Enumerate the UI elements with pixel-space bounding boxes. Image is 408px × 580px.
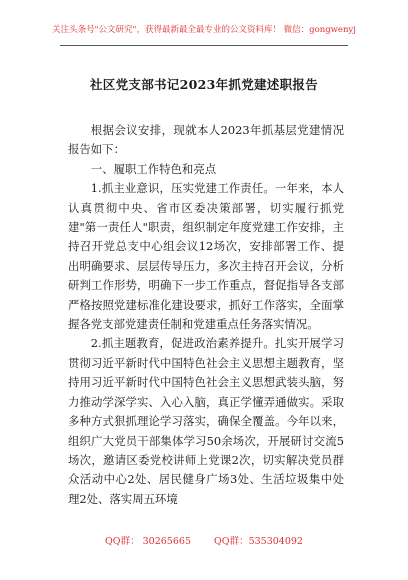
footer bbox=[0, 533, 408, 547]
intro-paragraph: 根据会议安排，现就本人2023年抓基层党建情况报告如下： bbox=[68, 123, 344, 157]
body-paragraph: 2.抓主题教育，促进政治素养提升。扎实开展学习贯彻习近平新时代中国特色社会主义思想主题教育，坚持用习近平新时代中国特色社会主义思想武装头脑，努力推动学深学实、入心入脑，真正学懂弄通做实。采取多种方式狠抓理论学习落实，确保全覆盖。今年以来，组织广大党员干部集体学习50余场次，开展研讨交流5场次，邀请区委党校讲师上党课2次，切实解决党员群众活动中心2处、居民健身广场3处、生活垃圾集中处理2处、落实周五环境 bbox=[68, 336, 344, 506]
document-title: 社区党支部书记2023年抓党建述职报告 bbox=[90, 77, 318, 92]
header-divider bbox=[60, 45, 348, 46]
body-paragraph: 1.抓主业意识，压实党建工作责任。一年来，本人认真贯彻中央、省市区委决策部署，切实履行抓党建"第一责任人"职责，组织制定年度党建工作安排，主持召开党总支中心组会议12场次，安排部署工作、提出明确要求、层层传导压力，多次主持召开会议，分析研判工作形势，明确下一步工作重点，督促指导各支部严格按照党建标准化建设要求，抓好工作落实，全面掌握各党支部党建责任制和党建重点任务落实情况。 bbox=[68, 181, 344, 332]
footer-qq-group-1: QQ群： 30265665 bbox=[105, 536, 191, 547]
document-body bbox=[68, 121, 344, 509]
footer-qq-group-2: QQ群：535304092 bbox=[214, 536, 303, 547]
header-note: 关注头条号"公文研究"，获得最新最全最专业的公文资料库！ 微信：gongwenyj bbox=[52, 25, 356, 35]
section-heading: 一、履职工作特色和亮点 bbox=[90, 161, 217, 176]
